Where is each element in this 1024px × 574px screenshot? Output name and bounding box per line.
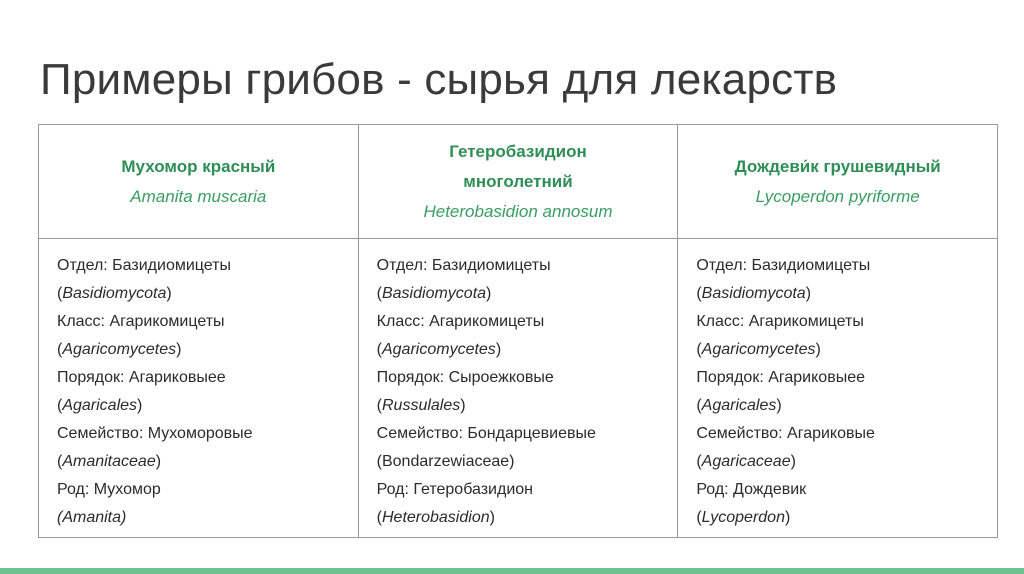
latin-taxon: Basidiomycota [381, 285, 487, 302]
taxon-text: ( [376, 397, 382, 414]
taxon-text: ( [376, 285, 382, 302]
taxonomy-line [377, 420, 678, 448]
taxon-text: ) [784, 509, 791, 526]
taxon-text: Отдел: Базидиомицеты [57, 257, 231, 274]
taxonomy-line [57, 476, 358, 504]
latin-taxon: (Amanita) [57, 509, 127, 526]
latin-taxon: Agaricomycetes [62, 341, 177, 358]
taxon-text: ) [166, 285, 172, 302]
latin-taxon: Heterobasidion [381, 509, 490, 526]
taxonomy-line [377, 504, 678, 532]
taxonomy-line [696, 476, 997, 504]
taxonomy-line [377, 448, 678, 476]
taxonomy-line [57, 392, 358, 420]
taxonomy-line [696, 392, 997, 420]
taxonomy-line [696, 504, 997, 532]
taxonomy-line [57, 252, 358, 280]
table-body-row [39, 239, 998, 538]
taxonomy-line [57, 504, 358, 532]
taxonomy-line [57, 448, 358, 476]
taxon-text: Семейство: Мухоморовые [57, 425, 253, 442]
latin-taxon: Agaricomycetes [381, 341, 496, 358]
taxon-text: ) [805, 285, 812, 302]
latin-taxon: Agaricales [701, 397, 777, 414]
latin-taxon: Russulales [381, 397, 461, 414]
taxon-text: Класс: Агарикомицеты [57, 313, 225, 330]
taxon-text: ) [176, 341, 182, 358]
header-cell [678, 125, 998, 239]
taxon-text: ( [696, 285, 702, 302]
latin-taxon: Basidiomycota [62, 285, 167, 302]
taxon-text: ) [155, 453, 162, 470]
taxon-text: ) [489, 509, 495, 526]
fungi-table [38, 124, 998, 538]
taxonomy-line [57, 336, 358, 364]
taxon-text: Порядок: Агариковыее [696, 369, 865, 386]
taxon-text: ) [486, 285, 492, 302]
taxonomy-line [57, 420, 358, 448]
taxon-text: ( [696, 453, 702, 470]
taxon-text: Род: Гетеробазидион [376, 481, 533, 498]
taxon-text: ) [776, 397, 782, 414]
taxon-text: ) [815, 341, 821, 358]
taxonomy-cell [358, 239, 678, 538]
latin-name: Amanita muscaria [130, 186, 267, 206]
common-name: Дождеви́к грушевидный [734, 156, 941, 176]
latin-taxon: Basidiomycota [701, 285, 806, 302]
taxon-text: ( [376, 509, 382, 526]
taxon-text: Класс: Агарикомицеты [696, 313, 864, 330]
taxonomy-line [696, 280, 997, 308]
taxon-text: ) [790, 453, 796, 470]
taxon-text: Порядок: Сыроежковые [376, 369, 554, 386]
taxonomy-line [696, 252, 997, 280]
taxon-text: ( [696, 509, 702, 526]
latin-name: Lycoperdon pyriforme [755, 186, 920, 206]
taxon-text: Отдел: Базидиомицеты [376, 257, 551, 274]
latin-taxon: Agaricomycetes [701, 341, 816, 358]
taxon-text: Семейство: Бондарцевиевые [376, 425, 596, 442]
table-header-row [39, 125, 998, 239]
latin-name: Heterobasidion annosum [423, 201, 613, 221]
taxonomy-line [696, 420, 997, 448]
slide-title: Примеры грибов - сырья для лекарств [40, 55, 838, 104]
taxonomy-line [696, 364, 997, 392]
taxonomy-line [377, 364, 678, 392]
taxonomy-line [377, 336, 678, 364]
taxonomy-line [57, 280, 358, 308]
taxonomy-line [377, 308, 678, 336]
taxon-text: ( [57, 285, 63, 302]
latin-taxon: Agaricaceae [701, 453, 791, 470]
taxonomy-line [57, 308, 358, 336]
taxon-text: Порядок: Агариковыее [57, 369, 226, 386]
common-name: Гетеробазидион [449, 141, 587, 161]
latin-taxon: Amanitaceae [62, 453, 156, 470]
taxonomy-line [377, 476, 678, 504]
taxon-text: Род: Дождевик [696, 481, 807, 498]
taxon-text: ( [696, 341, 702, 358]
taxon-text: ) [495, 341, 502, 358]
header-cell [358, 125, 678, 239]
taxonomy-line [696, 336, 997, 364]
common-name: Мухомор красный [121, 156, 276, 176]
taxon-text: ) [137, 397, 143, 414]
taxonomy-line [696, 308, 997, 336]
taxonomy-cell [678, 239, 998, 538]
taxon-text: Род: Мухомор [57, 481, 161, 498]
common-name: многолетний [463, 171, 573, 191]
taxon-text: ( [57, 453, 63, 470]
taxon-text: (Bondarzewiaceae) [376, 453, 515, 470]
taxonomy-line [377, 252, 678, 280]
taxonomy-line [696, 448, 997, 476]
taxon-text: Семейство: Агариковые [696, 425, 875, 442]
taxon-text: ( [376, 341, 382, 358]
header-cell [39, 125, 359, 239]
taxon-text: ( [57, 341, 63, 358]
taxonomy-line [377, 392, 678, 420]
taxon-text: Класс: Агарикомицеты [376, 313, 545, 330]
taxonomy-cell [39, 239, 359, 538]
bottom-accent-bar [0, 568, 1024, 574]
taxon-text: ( [57, 397, 63, 414]
latin-taxon: Lycoperdon [701, 509, 785, 526]
taxon-text: ( [696, 397, 702, 414]
taxonomy-line [377, 280, 678, 308]
latin-taxon: Agaricales [62, 397, 138, 414]
taxon-text: Отдел: Базидиомицеты [696, 257, 871, 274]
taxonomy-line [57, 364, 358, 392]
taxon-text: ) [460, 397, 466, 414]
